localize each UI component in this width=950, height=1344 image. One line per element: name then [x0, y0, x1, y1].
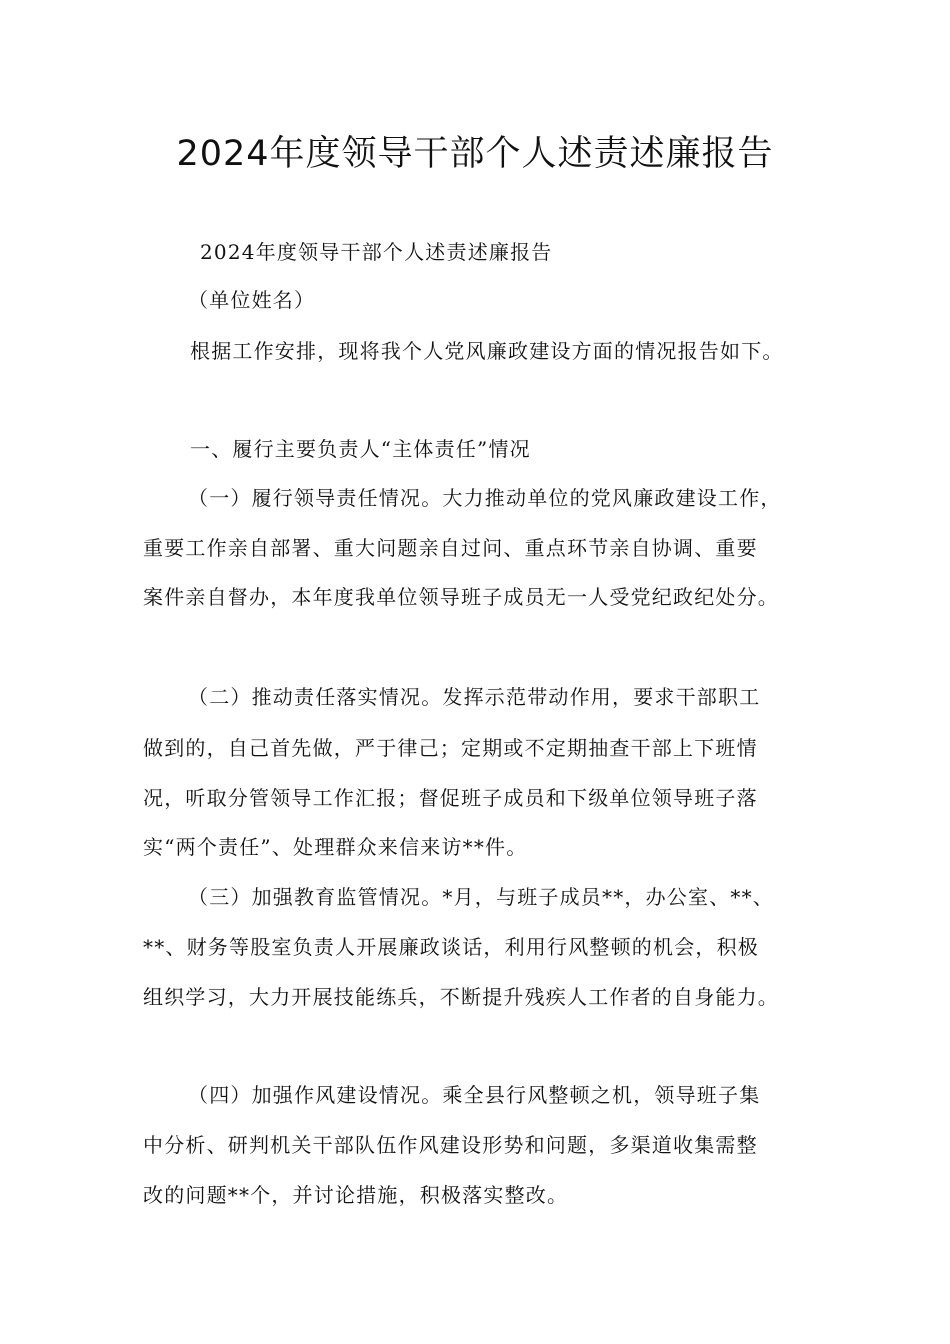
paragraph-line: 实“两个责任”、处理群众来信来访**件。 — [143, 835, 528, 859]
paragraph-line: 做到的，自己首先做，严于律己；定期或不定期抽查干部上下班情 — [143, 736, 758, 760]
paragraph-line: （二）推动责任落实情况。发挥示范带动作用，要求干部职工 — [188, 685, 761, 709]
paragraph-line: （一）履行领导责任情况。大力推动单位的党风廉政建设工作， — [188, 486, 782, 510]
paragraph-line: 组织学习，大力开展技能练兵，不断提升残疾人工作者的自身能力。 — [143, 985, 779, 1009]
paragraph-line: 中分析、研判机关干部队伍作风建设形势和问题，多渠道收集需整 — [143, 1133, 758, 1157]
paragraph-line: 改的问题**个，并讨论措施，积极落实整改。 — [143, 1183, 569, 1207]
intro-paragraph: 根据工作安排，现将我个人党风廉政建设方面的情况报告如下。 — [190, 339, 784, 363]
section-heading: 一、履行主要负责人“主体责任”情况 — [190, 437, 531, 461]
document-subtitle: 2024年度领导干部个人述责述廉报告 — [200, 240, 553, 264]
paragraph-line: 重要工作亲自部署、重大问题亲自过问、重点环节亲自协调、重要 — [143, 536, 758, 560]
paragraph-line: （四）加强作风建设情况。乘全县行风整顿之机，领导班子集 — [188, 1083, 761, 1107]
paragraph-line: 况，听取分管领导工作汇报；督促班子成员和下级单位领导班子落 — [143, 786, 758, 810]
paragraph-line: （三）加强教育监管情况。*月，与班子成员**，办公室、**、 — [188, 885, 774, 909]
paragraph-line: **、财务等股室负责人开展廉政谈话，利用行风整顿的机会，积极 — [143, 935, 759, 959]
paragraph-line: 案件亲自督办，本年度我单位领导班子成员无一人受党纪政纪处分。 — [143, 585, 779, 609]
document-title: 2024年度领导干部个人述责述廉报告 — [176, 134, 774, 174]
unit-name: （单位姓名） — [188, 288, 316, 312]
